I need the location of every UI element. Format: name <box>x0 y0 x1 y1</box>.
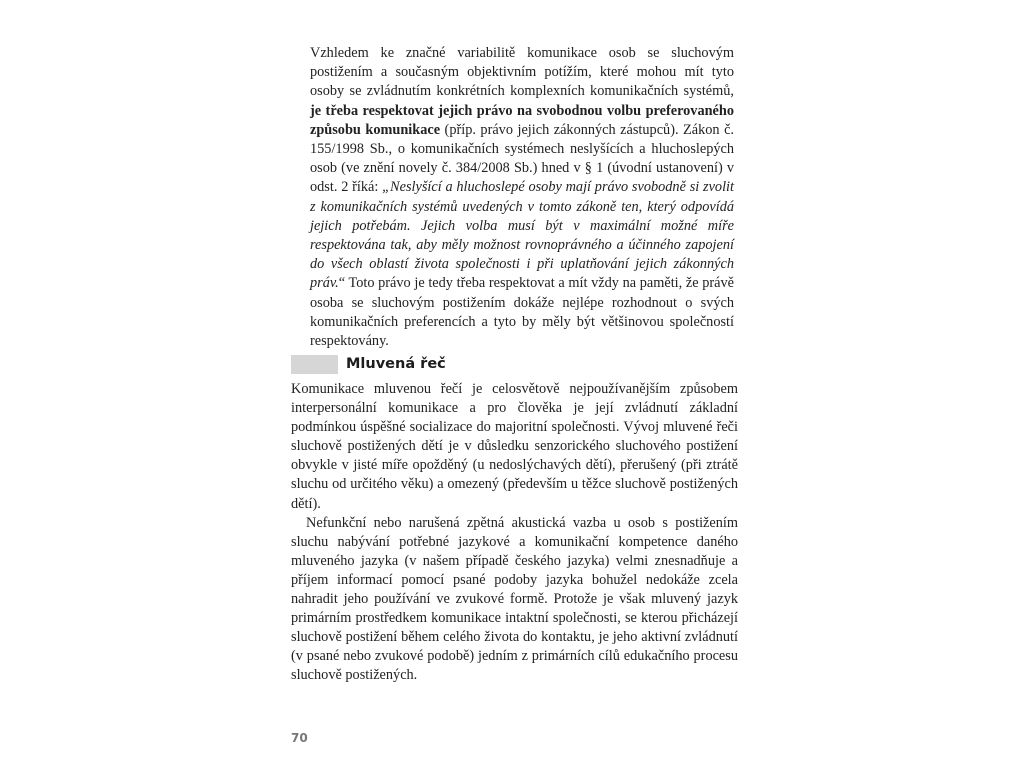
section-heading <box>291 353 741 375</box>
body-paragraph: Komunikace mluvenou řečí je celosvětově nejpoužívanějším způsobem interpersonální komunikace a pro člověka je její zvládnutí základní podmínkou úspěšné socializace do majoritní společnosti. Vývoj mluvené řeči sluchově postižených dětí je v důsledku senzorického sluchového postižení obvykle v jisté míře opožděný (u nedoslýchavých dětí), přerušený (při ztrátě sluchu od určitého věku) a omezený (především u těžce sluchově postižených dětí). <box>291 381 738 512</box>
law-quotation: „Neslyšící a hluchoslepé osoby mají právo svobodně si zvolit z komunikačních systémů uvedených v tomto zákoně ten, který odpovídá jejich potřebám. Jejich volba musí být v maximální možné míře respektována tak, aby měly možnost rovnoprávného a účinného zapojení do všech oblastí života společnosti i při uplatňování jejich zákonných práv. <box>310 179 735 292</box>
text-run: “ Toto právo je tedy třeba respektovat a mít vždy na paměti, že právě osoba se sluchovým postižením dokáže nejlépe rozhodnout o svých komunikačních preferencích a tyto by měly být většinovou společností respektovány. <box>310 275 734 350</box>
body-paragraph: Nefunkční nebo narušená zpětná akustická vazba u osob s postižením sluchu nabývání potřebné jazykové a komunikační kompetence daného mluveného jazyka (v našem případě českého jazyka) velmi znesnadňuje a příjem informací pomocí psané podoby jazyka bohužel nedokáže zcela nahradit jeho používání ve zvukové formě. Protože je však mluvený jazyk primárním prostředkem komunikace intaktní společnosti, se kterou přicházejí sluchově postižení během celého života do kontaktu, je jeho aktivní zvládnutí (v psané nebo zvukové podobě) jedním z primárních cílů edukačního procesu sluchově postižených. <box>291 514 738 684</box>
section-body <box>291 380 738 686</box>
heading-marker-bar <box>291 355 338 374</box>
text-run: (příp. právo jejich zákonných zástupců). Zákon č. 155/1998 Sb., o komunikačních systémech neslyšících a hluchoslepých osob (ve znění novely č. 384/2008 Sb.) hned v § 1 (úvodní ustanovení) v odst. 2 říká: <box>310 121 734 196</box>
page-number: 70 <box>291 731 308 745</box>
indented-paragraph-block <box>310 44 734 351</box>
bold-emphasis: je třeba respektovat jejich právo na svobodnou volbu preferovaného způsobu komunikace <box>310 102 734 138</box>
text-run: Vzhledem ke značné variabilitě komunikace osob se sluchovým postižením a současným objektivním potížím, které mohou mít tyto osoby se zvládnutím konkrétních komplexních komunikačních systémů, <box>310 45 734 100</box>
section-title: Mluvená řeč <box>346 356 446 372</box>
indented-paragraph <box>310 44 734 351</box>
